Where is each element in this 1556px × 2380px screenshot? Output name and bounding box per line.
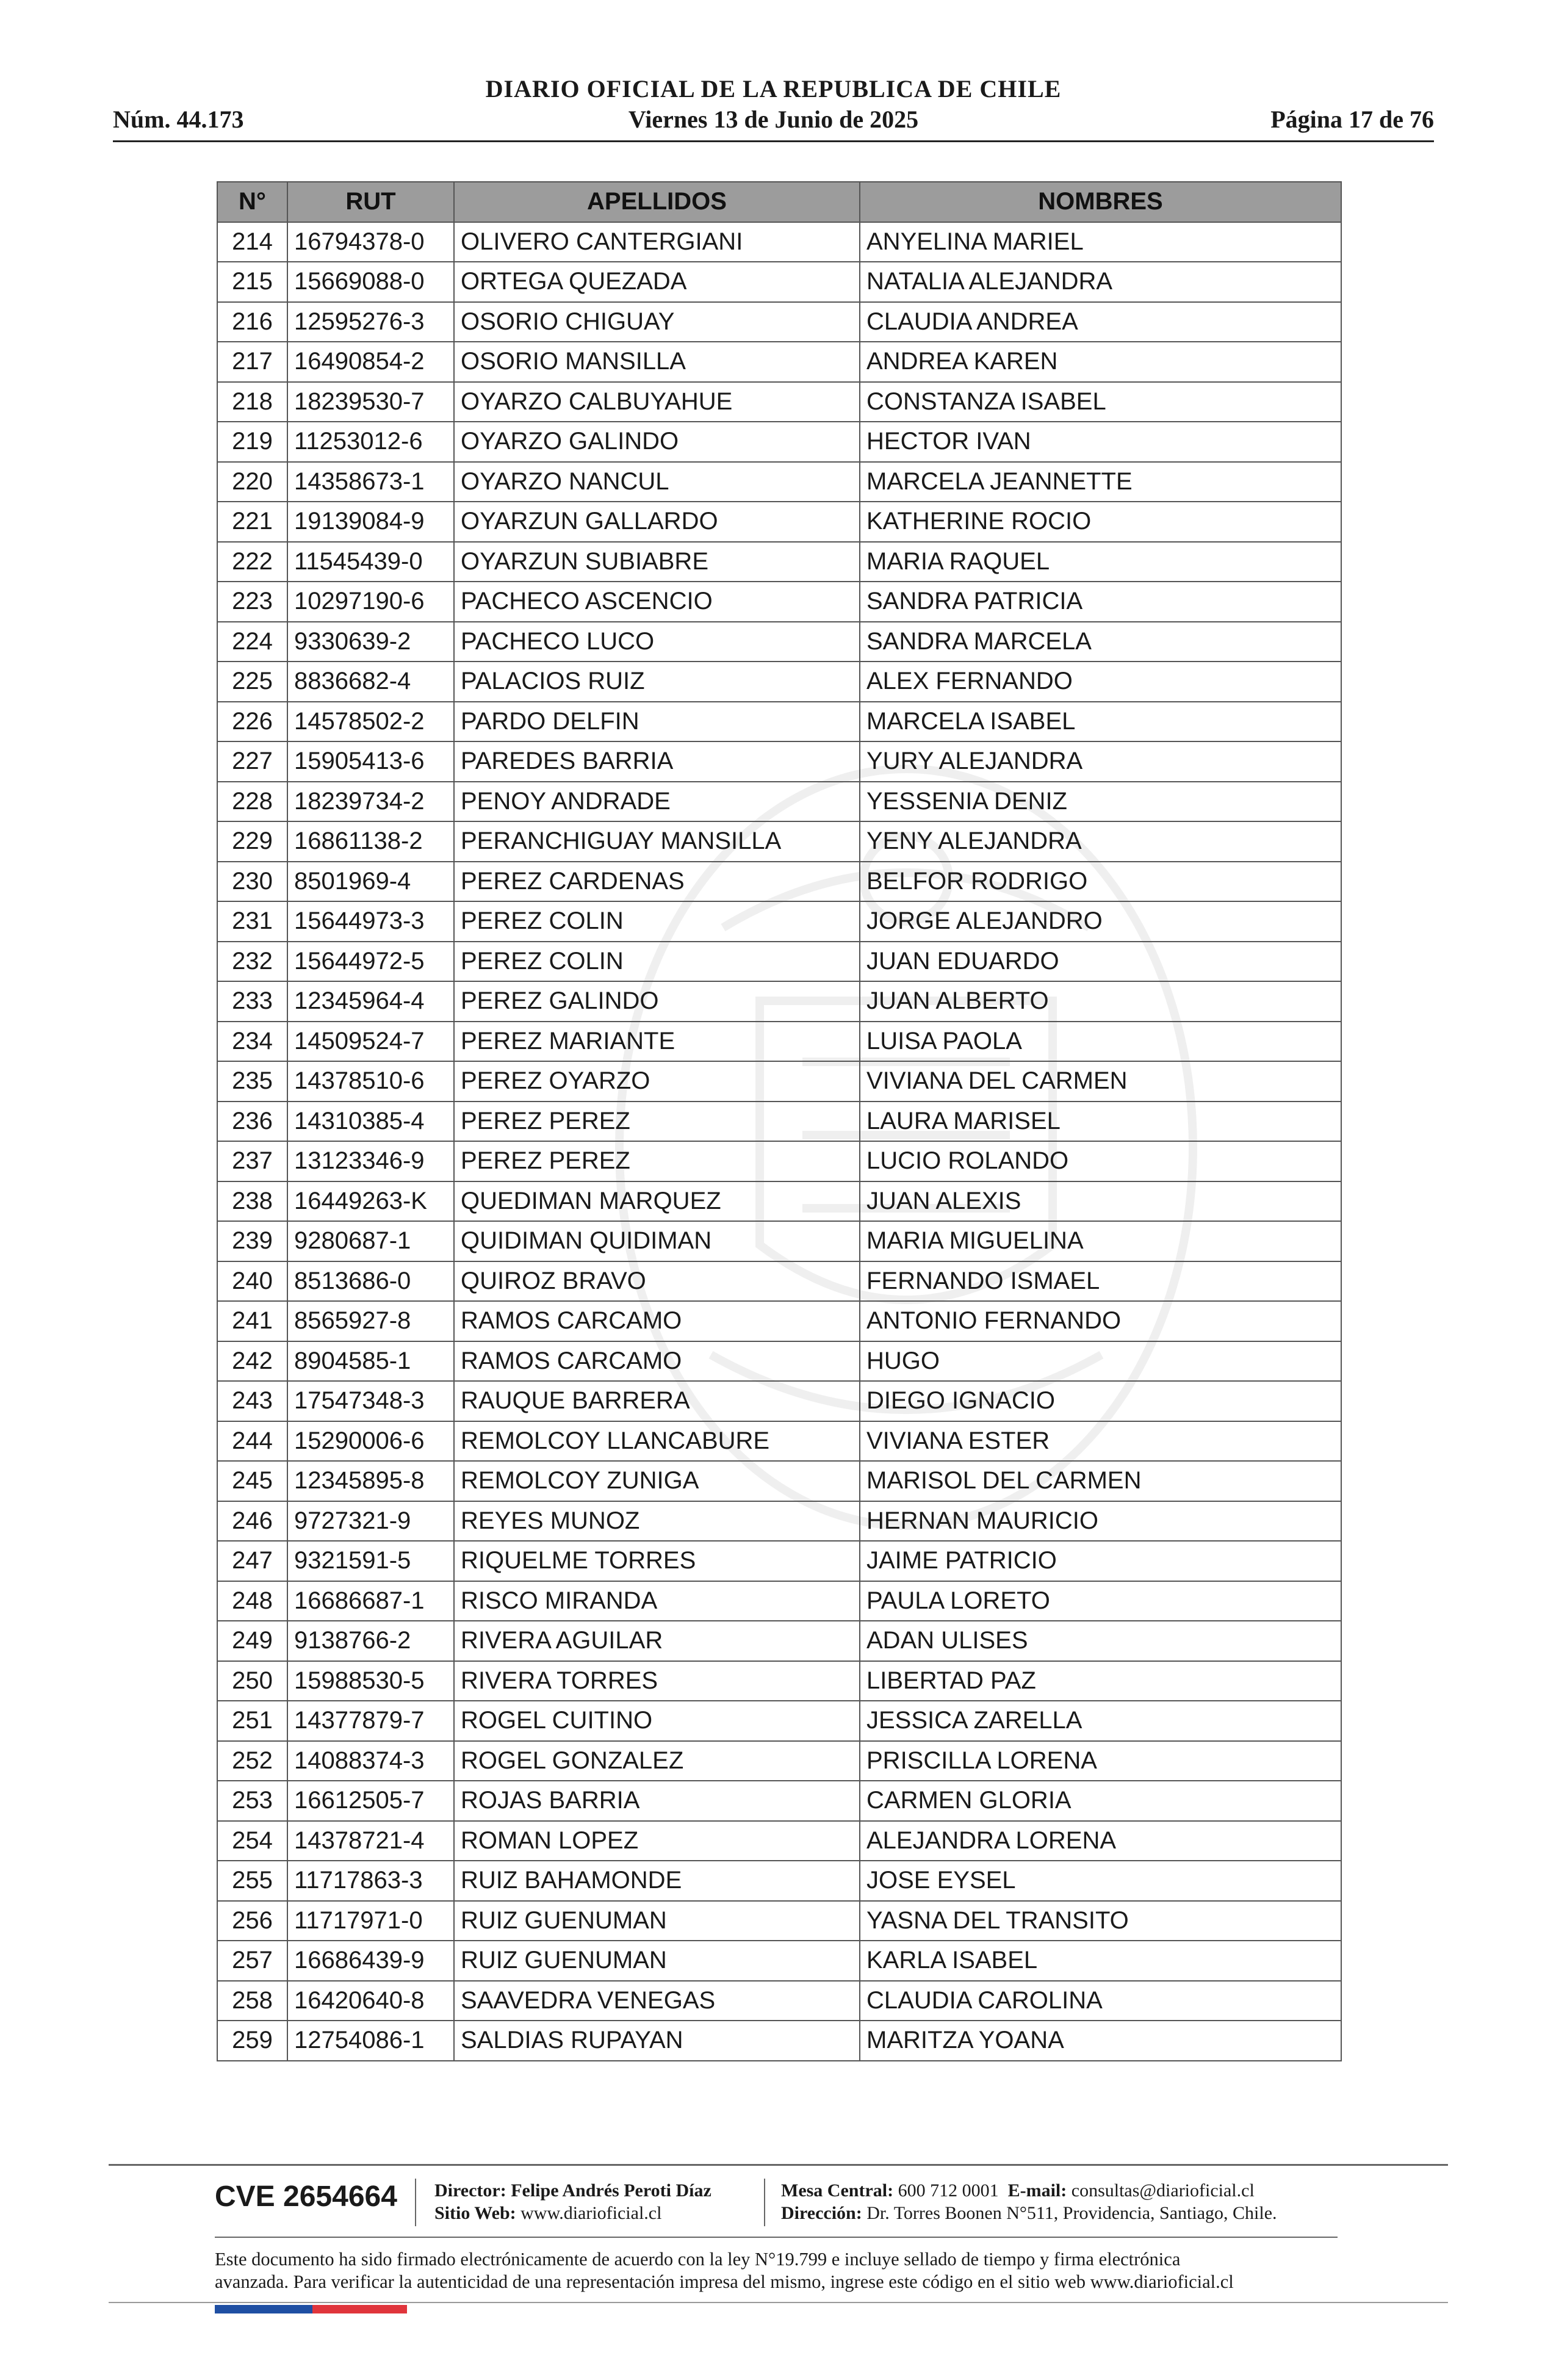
cell-rut: 12345964-4	[287, 981, 454, 1022]
header-rule	[113, 140, 1434, 142]
cell-nombres: ALEX FERNANDO	[860, 662, 1341, 702]
table-row	[217, 1741, 1341, 1781]
cell-number: 244	[217, 1421, 287, 1462]
publication-title: DIARIO OFICIAL DE LA REPUBLICA DE CHILE	[485, 75, 1062, 103]
cell-rut: 12345895-8	[287, 1461, 454, 1501]
table-row	[217, 1261, 1341, 1302]
cell-number: 214	[217, 222, 287, 262]
cell-rut: 14377879-7	[287, 1701, 454, 1741]
cell-number: 228	[217, 782, 287, 822]
cell-rut: 14358673-1	[287, 462, 454, 502]
cell-number: 248	[217, 1581, 287, 1621]
table-row	[217, 981, 1341, 1022]
cell-number: 255	[217, 1861, 287, 1901]
website-label: Sitio Web:	[434, 2203, 516, 2223]
cell-number: 232	[217, 942, 287, 982]
cell-number: 225	[217, 662, 287, 702]
cell-rut: 13123346-9	[287, 1141, 454, 1181]
cell-nombres: VIVIANA DEL CARMEN	[860, 1061, 1341, 1102]
cell-number: 257	[217, 1941, 287, 1981]
table-row	[217, 1061, 1341, 1102]
cell-nombres: LIBERTAD PAZ	[860, 1661, 1341, 1701]
cell-number: 245	[217, 1461, 287, 1501]
cell-apellidos: PEREZ PEREZ	[454, 1141, 860, 1181]
cell-apellidos: REYES MUNOZ	[454, 1501, 860, 1542]
cell-rut: 16612505-7	[287, 1781, 454, 1821]
table-row	[217, 222, 1341, 262]
cell-rut: 9727321-9	[287, 1501, 454, 1542]
cell-number: 215	[217, 262, 287, 302]
cell-rut: 8565927-8	[287, 1301, 454, 1341]
personnel-table	[217, 181, 1342, 2061]
column-header-nombres: NOMBRES	[860, 182, 1341, 222]
website-link[interactable]: www.diarioficial.cl	[520, 2203, 662, 2223]
cell-apellidos: RIQUELME TORRES	[454, 1541, 860, 1581]
cell-number: 250	[217, 1661, 287, 1701]
issue-date: Viernes 13 de Junio de 2025	[628, 106, 919, 133]
cell-nombres: VIVIANA ESTER	[860, 1421, 1341, 1462]
cell-apellidos: PEREZ MARIANTE	[454, 1022, 860, 1062]
table-row	[217, 1381, 1341, 1421]
table-row	[217, 1341, 1341, 1382]
cell-apellidos: PACHECO LUCO	[454, 622, 860, 662]
cell-nombres: PRISCILLA LORENA	[860, 1741, 1341, 1781]
cell-nombres: ANYELINA MARIEL	[860, 222, 1341, 262]
cell-nombres: CONSTANZA ISABEL	[860, 382, 1341, 422]
table-row	[217, 1541, 1341, 1581]
table-row	[217, 741, 1341, 782]
cell-apellidos: QUEDIMAN MARQUEZ	[454, 1181, 860, 1222]
cell-rut: 11717863-3	[287, 1861, 454, 1901]
cell-apellidos: OYARZUN SUBIABRE	[454, 542, 860, 582]
table-header-row	[217, 182, 1341, 222]
cell-rut: 14378510-6	[287, 1061, 454, 1102]
cell-apellidos: ROMAN LOPEZ	[454, 1821, 860, 1861]
table-row	[217, 342, 1341, 382]
table-body	[217, 222, 1341, 2061]
cell-apellidos: PARDO DELFIN	[454, 702, 860, 742]
cell-nombres: YENY ALEJANDRA	[860, 821, 1341, 862]
column-header-rut: RUT	[287, 182, 454, 222]
table-row	[217, 1621, 1341, 1661]
cell-nombres: JAIME PATRICIO	[860, 1541, 1341, 1581]
phone-label: Mesa Central:	[781, 2180, 894, 2201]
cell-number: 240	[217, 1261, 287, 1302]
cell-nombres: DIEGO IGNACIO	[860, 1381, 1341, 1421]
cell-number: 226	[217, 702, 287, 742]
cell-apellidos: SALDIAS RUPAYAN	[454, 2021, 860, 2061]
table-row	[217, 1102, 1341, 1142]
cell-apellidos: RIVERA AGUILAR	[454, 1621, 860, 1661]
cell-number: 238	[217, 1181, 287, 1222]
table-row	[217, 1421, 1341, 1462]
table-row	[217, 1661, 1341, 1701]
cve-code: CVE 2654664	[215, 2180, 397, 2213]
cell-nombres: LUCIO ROLANDO	[860, 1141, 1341, 1181]
cell-nombres: JUAN ALBERTO	[860, 981, 1341, 1022]
cell-nombres: KARLA ISABEL	[860, 1941, 1341, 1981]
cell-rut: 14578502-2	[287, 702, 454, 742]
table-row	[217, 1181, 1341, 1222]
cell-nombres: JUAN ALEXIS	[860, 1181, 1341, 1222]
cell-rut: 11545439-0	[287, 542, 454, 582]
table-row	[217, 1981, 1341, 2021]
table-row	[217, 821, 1341, 862]
cell-nombres: YURY ALEJANDRA	[860, 741, 1341, 782]
cell-apellidos: PALACIOS RUIZ	[454, 662, 860, 702]
table-row	[217, 1581, 1341, 1621]
cell-rut: 15669088-0	[287, 262, 454, 302]
cell-number: 230	[217, 862, 287, 902]
column-header-number: N°	[217, 182, 287, 222]
cell-number: 223	[217, 582, 287, 622]
cell-nombres: LUISA PAOLA	[860, 1022, 1341, 1062]
cell-apellidos: PACHECO ASCENCIO	[454, 582, 860, 622]
cell-rut: 16861138-2	[287, 821, 454, 862]
cell-number: 253	[217, 1781, 287, 1821]
cell-nombres: JOSE EYSEL	[860, 1861, 1341, 1901]
page-number: Página 17 de 76	[1270, 106, 1434, 133]
table-row	[217, 942, 1341, 982]
cell-apellidos: SAAVEDRA VENEGAS	[454, 1981, 860, 2021]
table-row	[217, 502, 1341, 542]
cell-apellidos: QUIROZ BRAVO	[454, 1261, 860, 1302]
cell-nombres: CLAUDIA ANDREA	[860, 302, 1341, 342]
table-row	[217, 622, 1341, 662]
cell-apellidos: OYARZO NANCUL	[454, 462, 860, 502]
cell-rut: 18239530-7	[287, 382, 454, 422]
table-row	[217, 302, 1341, 342]
director-label: Director:	[434, 2180, 506, 2201]
cell-rut: 16449263-K	[287, 1181, 454, 1222]
cell-apellidos: RAMOS CARCAMO	[454, 1341, 860, 1382]
cell-rut: 9330639-2	[287, 622, 454, 662]
email-label: E-mail:	[1007, 2180, 1067, 2201]
cell-rut: 12595276-3	[287, 302, 454, 342]
legal-notice-line2: avanzada. Para verificar la autenticidad de una representación impresa del mismo, ingrese este código en el sitio web www.diarioficial.cl	[215, 2271, 1234, 2292]
table-row	[217, 1141, 1341, 1181]
cell-number: 258	[217, 1981, 287, 2021]
cell-nombres: MARISOL DEL CARMEN	[860, 1461, 1341, 1501]
cell-nombres: PAULA LORETO	[860, 1581, 1341, 1621]
cell-number: 218	[217, 382, 287, 422]
cell-rut: 17547348-3	[287, 1381, 454, 1421]
cell-number: 229	[217, 821, 287, 862]
cell-apellidos: REMOLCOY ZUNIGA	[454, 1461, 860, 1501]
cell-nombres: BELFOR RODRIGO	[860, 862, 1341, 902]
table-row	[217, 1301, 1341, 1341]
cell-rut: 16686439-9	[287, 1941, 454, 1981]
cell-apellidos: RAMOS CARCAMO	[454, 1301, 860, 1341]
cell-rut: 16794378-0	[287, 222, 454, 262]
cell-apellidos: OLIVERO CANTERGIANI	[454, 222, 860, 262]
cell-nombres: MARCELA JEANNETTE	[860, 462, 1341, 502]
cell-rut: 8836682-4	[287, 662, 454, 702]
table-row	[217, 1221, 1341, 1261]
cell-rut: 14088374-3	[287, 1741, 454, 1781]
table-row	[217, 662, 1341, 702]
cell-number: 242	[217, 1341, 287, 1382]
table-row	[217, 702, 1341, 742]
cell-rut: 16490854-2	[287, 342, 454, 382]
cell-nombres: HERNAN MAURICIO	[860, 1501, 1341, 1542]
footer-top-rule	[109, 2164, 1448, 2166]
footer-middle-rule	[215, 2237, 1338, 2238]
cell-rut: 11717971-0	[287, 1901, 454, 1941]
cell-number: 246	[217, 1501, 287, 1542]
cell-rut: 16686687-1	[287, 1581, 454, 1621]
cell-nombres: HUGO	[860, 1341, 1341, 1382]
cell-rut: 11253012-6	[287, 422, 454, 462]
cell-number: 241	[217, 1301, 287, 1341]
cell-nombres: MARIA MIGUELINA	[860, 1221, 1341, 1261]
cell-number: 219	[217, 422, 287, 462]
cell-nombres: YASNA DEL TRANSITO	[860, 1901, 1341, 1941]
cell-number: 256	[217, 1901, 287, 1941]
footer-divider	[415, 2179, 416, 2226]
cell-nombres: CARMEN GLORIA	[860, 1781, 1341, 1821]
cell-nombres: ANDREA KAREN	[860, 342, 1341, 382]
table-row	[217, 862, 1341, 902]
cell-nombres: SANDRA MARCELA	[860, 622, 1341, 662]
table-row	[217, 901, 1341, 942]
cell-nombres: JUAN EDUARDO	[860, 942, 1341, 982]
cell-nombres: ADAN ULISES	[860, 1621, 1341, 1661]
cell-apellidos: REMOLCOY LLANCABURE	[454, 1421, 860, 1462]
cell-number: 224	[217, 622, 287, 662]
cell-nombres: YESSENIA DENIZ	[860, 782, 1341, 822]
cell-nombres: MARIA RAQUEL	[860, 542, 1341, 582]
footer-bottom-rule	[109, 2302, 1448, 2303]
cell-rut: 15644973-3	[287, 901, 454, 942]
cell-number: 233	[217, 981, 287, 1022]
email-link[interactable]: consultas@diarioficial.cl	[1071, 2180, 1255, 2201]
table-row	[217, 1821, 1341, 1861]
cell-rut: 14509524-7	[287, 1022, 454, 1062]
cell-number: 254	[217, 1821, 287, 1861]
cell-apellidos: ROJAS BARRIA	[454, 1781, 860, 1821]
cell-nombres: NATALIA ALEJANDRA	[860, 262, 1341, 302]
website-line	[434, 2203, 661, 2224]
cell-apellidos: PERANCHIGUAY MANSILLA	[454, 821, 860, 862]
cell-rut: 10297190-6	[287, 582, 454, 622]
cell-apellidos: RUIZ GUENUMAN	[454, 1901, 860, 1941]
cell-nombres: JORGE ALEJANDRO	[860, 901, 1341, 942]
cell-rut: 9321591-5	[287, 1541, 454, 1581]
cell-nombres: CLAUDIA CAROLINA	[860, 1981, 1341, 2021]
cell-nombres: MARITZA YOANA	[860, 2021, 1341, 2061]
cell-number: 234	[217, 1022, 287, 1062]
cell-nombres: JESSICA ZARELLA	[860, 1701, 1341, 1741]
table-row	[217, 1861, 1341, 1901]
table-row	[217, 2021, 1341, 2061]
table-row	[217, 1781, 1341, 1821]
issue-number: Núm. 44.173	[113, 106, 244, 133]
cell-number: 217	[217, 342, 287, 382]
director-name: Felipe Andrés Peroti Díaz	[511, 2180, 711, 2201]
cell-number: 247	[217, 1541, 287, 1581]
table-row	[217, 422, 1341, 462]
cell-nombres: FERNANDO ISMAEL	[860, 1261, 1341, 1302]
cell-number: 237	[217, 1141, 287, 1181]
cell-rut: 12754086-1	[287, 2021, 454, 2061]
cell-apellidos: ORTEGA QUEZADA	[454, 262, 860, 302]
column-header-apellidos: APELLIDOS	[454, 182, 860, 222]
cell-rut: 9280687-1	[287, 1221, 454, 1261]
cell-nombres: HECTOR IVAN	[860, 422, 1341, 462]
cell-rut: 15644972-5	[287, 942, 454, 982]
cell-rut: 15905413-6	[287, 741, 454, 782]
cell-nombres: ANTONIO FERNANDO	[860, 1301, 1341, 1341]
cell-apellidos: PEREZ GALINDO	[454, 981, 860, 1022]
phone-value: 600 712 0001	[898, 2180, 999, 2201]
cell-apellidos: RUIZ BAHAMONDE	[454, 1861, 860, 1901]
cell-nombres: ALEJANDRA LORENA	[860, 1821, 1341, 1861]
cell-apellidos: ROGEL CUITINO	[454, 1701, 860, 1741]
cell-apellidos: OYARZO GALINDO	[454, 422, 860, 462]
cell-apellidos: PENOY ANDRADE	[454, 782, 860, 822]
table-row	[217, 582, 1341, 622]
cell-apellidos: RAUQUE BARRERA	[454, 1381, 860, 1421]
cell-apellidos: RISCO MIRANDA	[454, 1581, 860, 1621]
cell-rut: 15290006-6	[287, 1421, 454, 1462]
cell-number: 227	[217, 741, 287, 782]
cell-number: 239	[217, 1221, 287, 1261]
contact-line	[781, 2180, 1255, 2201]
address-label: Dirección:	[781, 2203, 862, 2223]
address-line	[781, 2203, 1277, 2224]
table-row	[217, 462, 1341, 502]
footer-divider	[764, 2179, 765, 2226]
table-row	[217, 1501, 1341, 1542]
cell-number: 236	[217, 1102, 287, 1142]
cell-apellidos: PEREZ PEREZ	[454, 1102, 860, 1142]
cell-number: 252	[217, 1741, 287, 1781]
cell-rut: 19139084-9	[287, 502, 454, 542]
table-row	[217, 1701, 1341, 1741]
cell-apellidos: PEREZ COLIN	[454, 942, 860, 982]
cell-number: 243	[217, 1381, 287, 1421]
address-value: Dr. Torres Boonen N°511, Providencia, Santiago, Chile.	[866, 2203, 1277, 2223]
table-row	[217, 382, 1341, 422]
cell-number: 221	[217, 502, 287, 542]
cell-number: 222	[217, 542, 287, 582]
cell-rut: 9138766-2	[287, 1621, 454, 1661]
cell-apellidos: PEREZ CARDENAS	[454, 862, 860, 902]
table-row	[217, 542, 1341, 582]
table-row	[217, 1941, 1341, 1981]
cell-nombres: MARCELA ISABEL	[860, 702, 1341, 742]
cell-apellidos: QUIDIMAN QUIDIMAN	[454, 1221, 860, 1261]
flag-stripe-blue	[215, 2305, 312, 2313]
cell-apellidos: OYARZO CALBUYAHUE	[454, 382, 860, 422]
cell-nombres: KATHERINE ROCIO	[860, 502, 1341, 542]
cell-apellidos: RUIZ GUENUMAN	[454, 1941, 860, 1981]
table-row	[217, 1461, 1341, 1501]
table-row	[217, 262, 1341, 302]
cell-rut: 18239734-2	[287, 782, 454, 822]
cell-apellidos: ROGEL GONZALEZ	[454, 1741, 860, 1781]
cell-apellidos: OSORIO MANSILLA	[454, 342, 860, 382]
table-row	[217, 1901, 1341, 1941]
page-header	[113, 74, 1434, 143]
cell-number: 251	[217, 1701, 287, 1741]
cell-rut: 14310385-4	[287, 1102, 454, 1142]
table-row	[217, 1022, 1341, 1062]
cell-nombres: SANDRA PATRICIA	[860, 582, 1341, 622]
table-row	[217, 782, 1341, 822]
cell-number: 220	[217, 462, 287, 502]
cell-apellidos: RIVERA TORRES	[454, 1661, 860, 1701]
cell-rut: 14378721-4	[287, 1821, 454, 1861]
cell-number: 259	[217, 2021, 287, 2061]
cell-apellidos: OSORIO CHIGUAY	[454, 302, 860, 342]
cell-rut: 8904585-1	[287, 1341, 454, 1382]
cell-apellidos: PEREZ OYARZO	[454, 1061, 860, 1102]
cell-rut: 16420640-8	[287, 1981, 454, 2021]
cell-number: 249	[217, 1621, 287, 1661]
cell-number: 235	[217, 1061, 287, 1102]
cell-number: 231	[217, 901, 287, 942]
flag-stripe-red	[312, 2305, 407, 2313]
director-line	[434, 2180, 711, 2201]
cell-apellidos: PEREZ COLIN	[454, 901, 860, 942]
cell-nombres: LAURA MARISEL	[860, 1102, 1341, 1142]
cell-apellidos: OYARZUN GALLARDO	[454, 502, 860, 542]
cell-rut: 8501969-4	[287, 862, 454, 902]
cell-number: 216	[217, 302, 287, 342]
cell-rut: 8513686-0	[287, 1261, 454, 1302]
legal-notice-line1: Este documento ha sido firmado electrónicamente de acuerdo con la ley N°19.799 e incluye sellado de tiempo y firma electrónica	[215, 2249, 1181, 2270]
cell-rut: 15988530-5	[287, 1661, 454, 1701]
cell-apellidos: PAREDES BARRIA	[454, 741, 860, 782]
